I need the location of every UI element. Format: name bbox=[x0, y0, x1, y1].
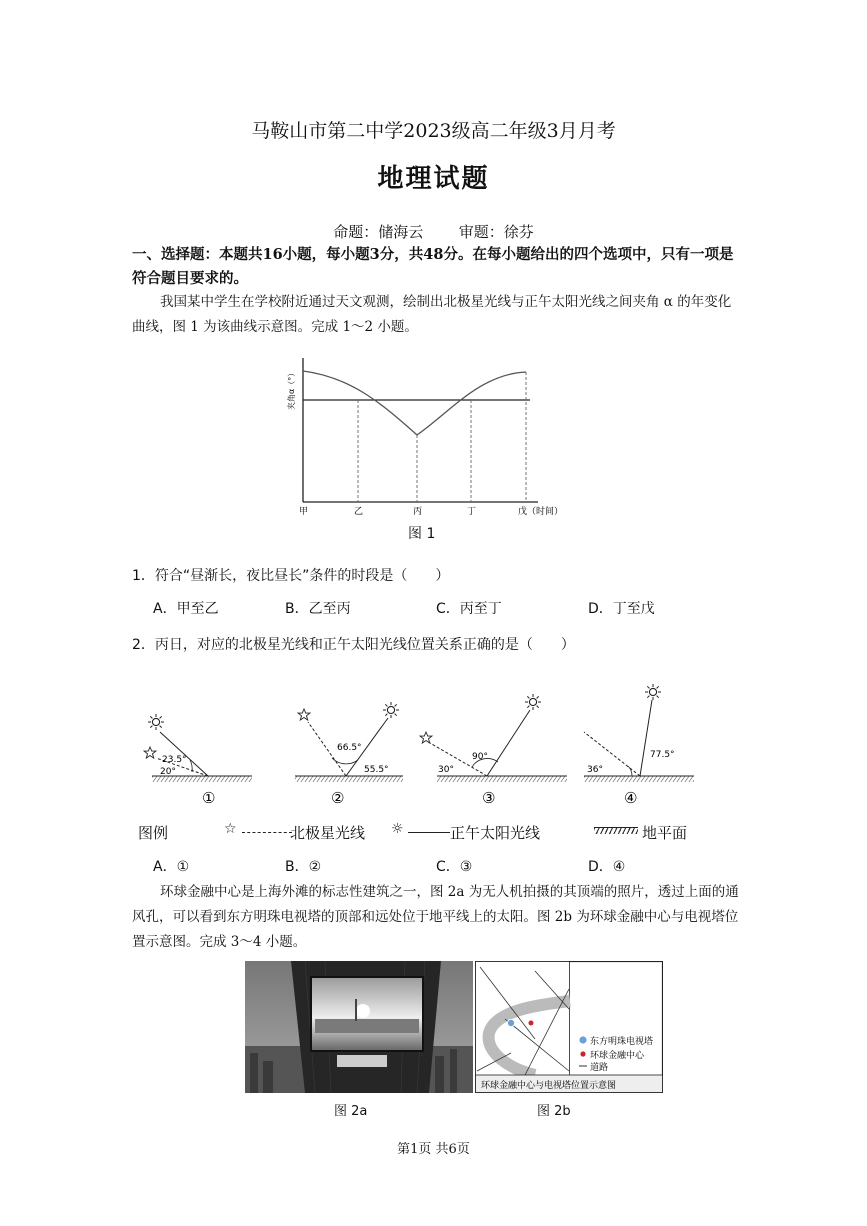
panel-1-angle-a: 23.5° bbox=[162, 755, 187, 765]
map-legend-tower: 东方明珠电视塔 bbox=[590, 1037, 654, 1047]
star-icon bbox=[298, 709, 310, 720]
q1-option-a[interactable]: A．甲至乙 bbox=[153, 601, 219, 617]
panel-2 bbox=[295, 702, 403, 807]
panel-4 bbox=[584, 684, 694, 807]
panel-4-angle-b: 36° bbox=[587, 765, 603, 775]
panel-3-angle-b: 30° bbox=[438, 765, 454, 775]
legend-star-icon: ☆ bbox=[224, 821, 237, 837]
q1-option-d[interactable]: D．丁至戊 bbox=[588, 601, 655, 617]
sun-icon bbox=[383, 702, 399, 718]
map-legend-center: 环球金融中心 bbox=[590, 1051, 645, 1061]
figure-2a-photo bbox=[245, 961, 473, 1093]
panel-4-angle-a: 77.5° bbox=[650, 750, 675, 760]
legend-sun: 正午太阳光线 bbox=[450, 824, 541, 842]
tower-marker bbox=[507, 1019, 514, 1026]
panel-1-angle-b: 20° bbox=[160, 767, 176, 777]
q2-legend bbox=[138, 822, 718, 844]
q2-option-c[interactable]: C．③ bbox=[436, 859, 473, 875]
star-icon bbox=[420, 732, 432, 743]
sun-icon bbox=[148, 714, 164, 730]
legend-title: 图例 bbox=[138, 824, 169, 842]
q1-option-b[interactable]: B．乙至丙 bbox=[285, 601, 351, 617]
panel-3-angle-a: 90° bbox=[472, 752, 488, 762]
map-title: 环球金融中心与电视塔位置示意图 bbox=[481, 1081, 617, 1091]
x-label-yi: 乙 bbox=[354, 507, 364, 517]
x-label-bing: 丙 bbox=[413, 507, 423, 517]
legend-center-icon bbox=[580, 1051, 585, 1056]
legend-polaris: 北极星光线 bbox=[290, 824, 366, 842]
question-2-stem: 2．丙日，对应的北极星光线和正午太阳光线位置关系正确的是（ ） bbox=[132, 637, 575, 653]
x-label-jia: 甲 bbox=[299, 507, 309, 517]
sun-icon bbox=[525, 694, 541, 710]
legend-ground-icon bbox=[594, 827, 638, 834]
figure-2b-caption: 图 2b bbox=[537, 1104, 571, 1119]
q2-option-b[interactable]: B．② bbox=[285, 859, 322, 875]
panel-1-number: ① bbox=[202, 789, 216, 807]
reviewer-label: 审题：徐芬 bbox=[458, 223, 534, 241]
setter-label: 命题：储海云 bbox=[333, 223, 424, 241]
panel-2-angle-b: 55.5° bbox=[364, 765, 389, 775]
figure-1-caption: 图 1 bbox=[408, 526, 436, 542]
panel-3 bbox=[420, 694, 567, 807]
panel-2-angle-a: 66.5° bbox=[337, 743, 362, 753]
y-axis-label: 夹角α（°） bbox=[287, 368, 296, 410]
legend-ground: 地平面 bbox=[642, 824, 688, 842]
center-marker bbox=[529, 1021, 534, 1026]
q2-option-a[interactable]: A．① bbox=[153, 859, 190, 875]
figure-1-curve bbox=[270, 352, 580, 527]
x-label-wu: 戊（时间） bbox=[518, 507, 564, 517]
panel-4-number: ④ bbox=[624, 789, 638, 807]
x-label-ding: 丁 bbox=[467, 507, 477, 517]
q2-diagram-panels bbox=[132, 680, 722, 810]
star-icon bbox=[144, 747, 156, 758]
q1-option-c[interactable]: C．丙至丁 bbox=[436, 601, 502, 617]
intro-paragraph-2: 环球金融中心是上海外滩的标志性建筑之一，图 2a 为无人机拍摄的其顶端的照片，透过上面的通风孔，可以看到东方明珠电视塔的顶部和远处位于地平线上的太阳。图 2b 为环球金融中心与电视塔位置示意图。完成 3～4 小题。 bbox=[132, 884, 739, 950]
figure-2b-map bbox=[475, 961, 663, 1093]
subject-title: 地理试题 bbox=[377, 164, 490, 194]
figure-2a-caption: 图 2a bbox=[334, 1104, 368, 1119]
map-legend-road: 道路 bbox=[590, 1063, 609, 1073]
exam-title: 马鞍山市第二中学2023级高二年级3月月考 bbox=[251, 120, 616, 142]
intro-paragraph-1: 我国某中学生在学校附近通过天文观测，绘制出北极星光线与正午太阳光线之间夹角 α 的年变化曲线，图 1 为该曲线示意图。完成 1～2 小题。 bbox=[132, 294, 732, 335]
author-line bbox=[0, 221, 867, 242]
sun-icon bbox=[645, 684, 661, 700]
legend-tower-icon bbox=[579, 1036, 586, 1043]
q2-option-d[interactable]: D．④ bbox=[588, 859, 626, 875]
question-1-stem: 1．符合“昼渐长，夜比昼长”条件的时段是（ ） bbox=[132, 568, 450, 584]
panel-1 bbox=[144, 714, 252, 807]
panel-2-number: ② bbox=[331, 789, 345, 807]
page-footer: 第1页 共6页 bbox=[397, 1142, 470, 1157]
section-heading: 一、选择题：本题共16小题，每小题3分，共48分。在每小题给出的四个选项中，只有一项是符合题目要求的。 bbox=[132, 246, 734, 287]
panel-3-number: ③ bbox=[482, 789, 496, 807]
legend-sun-icon: ☼ bbox=[391, 821, 404, 837]
